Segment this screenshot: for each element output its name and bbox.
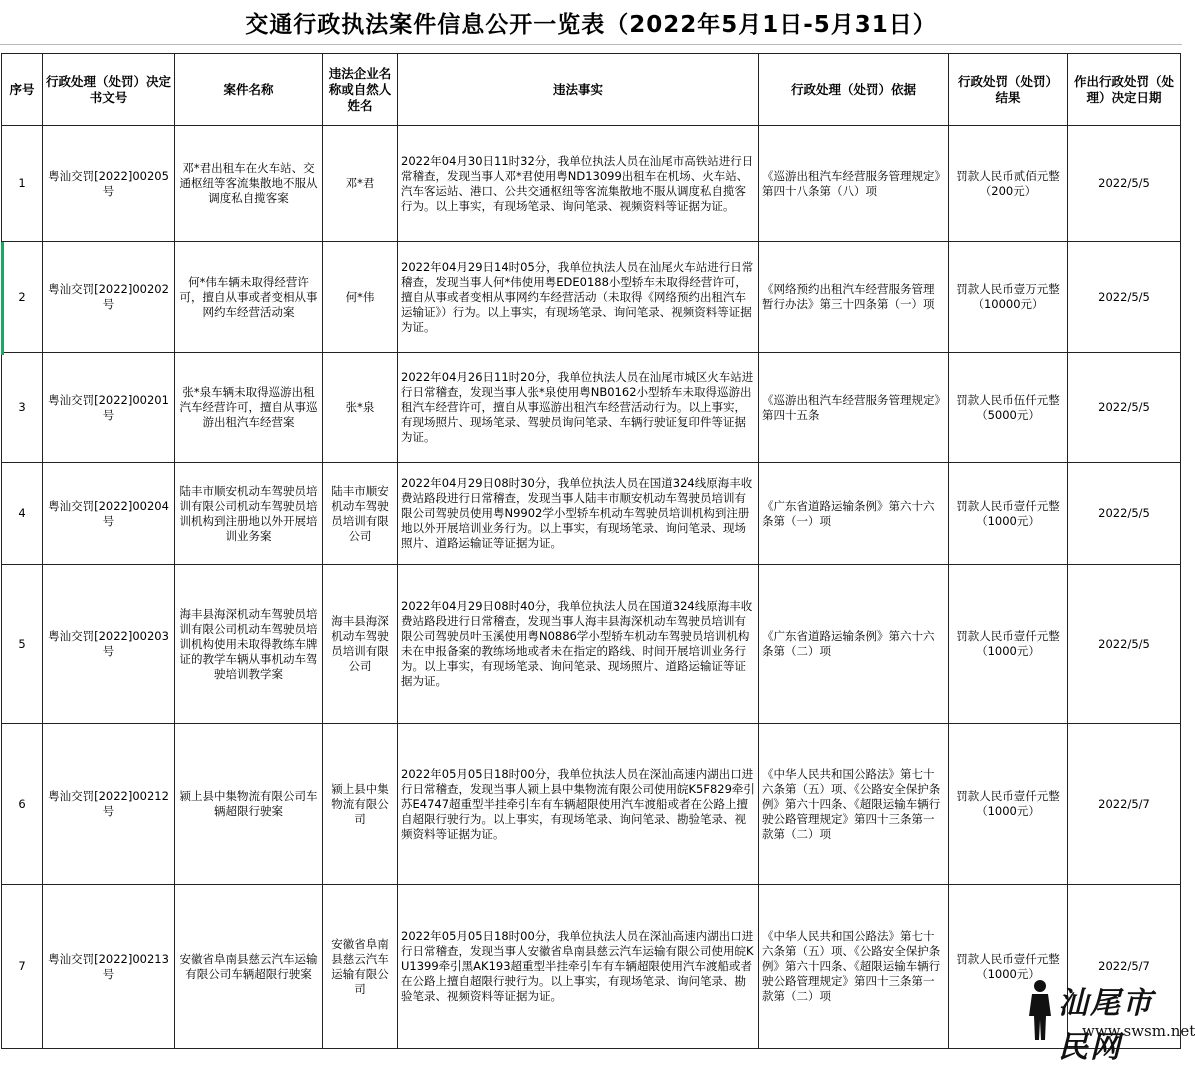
header-seq: 序号 [2,54,43,126]
cell-date: 2022/5/7 [1068,885,1181,1049]
cell-seq: 6 [2,724,43,885]
cell-case-name: 陆丰市顺安机动车驾驶员培训有限公司机动车驾驶员培训机构到注册地以外开展培训业务案 [175,463,323,565]
cell-result: 罚款人民币伍仟元整（5000元） [949,353,1068,463]
cell-result: 罚款人民币壹仟元整（1000元） [949,565,1068,724]
cell-party: 张*泉 [323,353,398,463]
site-watermark [1020,972,1195,1065]
cell-facts: 2022年05月05日18时00分，我单位执法人员在深汕高速内湖出口进行日常稽查，发现当事人颍上县中集物流有限公司使用皖K5F829牵引苏E4747超重型半挂牵引车有车辆超限使用汽车渡船或者在公路上擅自超限行驶行为。以上事实，有现场笔录、询问笔录、勘验笔录、视频资料等证据为证。 [398,724,759,885]
cell-basis: 《中华人民共和国公路法》第七十六条第（五）项、《公路安全保护条例》第六十四条、《超限运输车辆行驶公路管理规定》第四十三条第一款第（二）项 [759,724,949,885]
cell-party: 安徽省阜南县慈云汽车运输有限公司 [323,885,398,1049]
cell-doc-no: 粤汕交罚[2022]00205号 [43,126,175,242]
cell-result: 罚款人民币壹仟元整（1000元） [949,885,1068,1049]
cell-party: 何*伟 [323,242,398,353]
cell-facts: 2022年04月29日08时30分，我单位执法人员在国道324线原海丰收费站路段进行日常稽查，发现当事人陆丰市顺安机动车驾驶员培训有限公司驾驶员使用粤N9902学小型轿车机动车驾驶员培训机构到注册地以外开展培训业务行为。以上事实，有现场笔录、询问笔录、现场照片、道路运输证等证据为证。 [398,463,759,565]
cell-date: 2022/5/5 [1068,463,1181,565]
cell-doc-no: 粤汕交罚[2022]00203号 [43,565,175,724]
header-doc-no: 行政处理（处罚）决定书文号 [43,54,175,126]
cell-result: 罚款人民币壹万元整（10000元） [949,242,1068,353]
table-row [2,724,1181,885]
cell-date: 2022/5/5 [1068,353,1181,463]
table-header-row [2,54,1181,126]
cell-facts: 2022年04月30日11时32分，我单位执法人员在汕尾市高铁站进行日常稽查，发现当事人邓*君使用粤ND13099出租车在机场、火车站、汽车客运站、港口、公共交通枢纽等客流集散地不服从调度私自揽客行为。以上事实，有现场笔录、询问笔录、视频资料等证据为证。 [398,126,759,242]
person-silhouette-icon [1026,978,1054,1042]
cell-doc-no: 粤汕交罚[2022]00212号 [43,724,175,885]
header-party: 违法企业名称或自然人姓名 [323,54,398,126]
watermark-url: www.swsm.net [1082,1022,1195,1040]
cell-case-name: 张*泉车辆未取得巡游出租汽车经营许可，擅自从事巡游出租汽车经营案 [175,353,323,463]
cell-date: 2022/5/7 [1068,724,1181,885]
cell-basis: 《巡游出租汽车经营服务管理规定》第四十八条第（八）项 [759,126,949,242]
header-facts: 违法事实 [398,54,759,126]
header-case-name: 案件名称 [175,54,323,126]
cell-seq: 5 [2,565,43,724]
cell-doc-no: 粤汕交罚[2022]00202号 [43,242,175,353]
cell-facts: 2022年04月26日11时20分，我单位执法人员在汕尾市城区火车站进行日常稽查，发现当事人张*泉使用粤NB0162小型轿车未取得巡游出租汽车经营许可，擅自从事巡游出租汽车经营活动行为。以上事实，有现场照片、现场笔录、驾驶员询问笔录、车辆行驶证复印件等证据为证。 [398,353,759,463]
cell-case-name: 何*伟车辆未取得经营许可，擅自从事或者变相从事网约车经营活动案 [175,242,323,353]
cell-party: 颍上县中集物流有限公司 [323,724,398,885]
cell-date: 2022/5/5 [1068,242,1181,353]
cell-facts: 2022年04月29日08时40分，我单位执法人员在国道324线原海丰收费站路段进行日常稽查，发现当事人海丰县海深机动车驾驶员培训有限公司驾驶员叶玉溪使用粤N0886学小型轿车机动车驾驶员培训机构未在申报备案的教练场地或者未在指定的路线、时间开展培训业务行为。以上事实，有现场笔录、询问笔录、现场照片、道路运输证等证据为证。 [398,565,759,724]
header-basis: 行政处理（处罚）依据 [759,54,949,126]
watermark-text: 汕尾市民网 [1058,986,1154,1065]
cell-party: 陆丰市顺安机动车驾驶员培训有限公司 [323,463,398,565]
cell-party: 邓*君 [323,126,398,242]
page-title: 交通行政执法案件信息公开一览表（2022年5月1日-5月31日） [245,11,937,38]
cell-seq: 4 [2,463,43,565]
cell-date: 2022/5/5 [1068,126,1181,242]
cell-seq: 7 [2,885,43,1049]
cell-seq: 3 [2,353,43,463]
table-row [2,353,1181,463]
cell-case-name: 颍上县中集物流有限公司车辆超限行驶案 [175,724,323,885]
cell-basis: 《广东省道路运输条例》第六十六条第（一）项 [759,463,949,565]
header-result: 行政处罚（处罚）结果 [949,54,1068,126]
cell-result: 罚款人民币壹仟元整（1000元） [949,463,1068,565]
cell-doc-no: 粤汕交罚[2022]00213号 [43,885,175,1049]
cell-case-name: 安徽省阜南县慈云汽车运输有限公司车辆超限行驶案 [175,885,323,1049]
cell-basis: 《中华人民共和国公路法》第七十六条第（五）项、《公路安全保护条例》第六十四条、《超限运输车辆行驶公路管理规定》第四十三条第一款第（二）项 [759,885,949,1049]
cell-facts: 2022年05月05日18时00分，我单位执法人员在深汕高速内湖出口进行日常稽查，发现当事人安徽省阜南县慈云汽车运输有限公司使用皖KU1399牵引黑AK193超重型半挂牵引车有车辆超限使用汽车渡船或者在公路上擅自超限行驶行为。以上事实，有现场笔录、询问笔录、勘验笔录、视频资料等证据为证。 [398,885,759,1049]
cell-seq: 2 [2,242,43,353]
cell-date: 2022/5/5 [1068,565,1181,724]
header-date: 作出行政处罚（处理）决定日期 [1068,54,1181,126]
cell-party: 海丰县海深机动车驾驶员培训有限公司 [323,565,398,724]
cell-basis: 《网络预约出租汽车经营服务管理暂行办法》第三十四条第（一）项 [759,242,949,353]
cell-result: 罚款人民币贰佰元整（200元） [949,126,1068,242]
case-table [1,53,1181,1049]
row-selection-marker [1,242,4,355]
cell-doc-no: 粤汕交罚[2022]00201号 [43,353,175,463]
cell-doc-no: 粤汕交罚[2022]00204号 [43,463,175,565]
cell-case-name: 邓*君出租车在火车站、交通枢纽等客流集散地不服从调度私自揽客案 [175,126,323,242]
table-row [2,463,1181,565]
table-row [2,126,1181,242]
cell-basis: 《广东省道路运输条例》第六十六条第（二）项 [759,565,949,724]
table-row [2,565,1181,724]
table-row [2,242,1181,353]
cell-result: 罚款人民币壹仟元整（1000元） [949,724,1068,885]
cell-seq: 1 [2,126,43,242]
cell-facts: 2022年04月29日14时05分，我单位执法人员在汕尾火车站进行日常稽查，发现当事人何*伟使用粤EDE0188小型轿车未取得经营许可，擅自从事或者变相从事网约车经营活动（未取得《网络预约出租汽车运输证》）行为。以上事实，有现场笔录、询问笔录、视频资料等证据为证。 [398,242,759,353]
cell-case-name: 海丰县海深机动车驾驶员培训有限公司机动车驾驶员培训机构使用未取得教练车牌证的教学车辆从事机动车驾驶培训教学案 [175,565,323,724]
cell-basis: 《巡游出租汽车经营服务管理规定》第四十五条 [759,353,949,463]
table-row [2,885,1181,1049]
